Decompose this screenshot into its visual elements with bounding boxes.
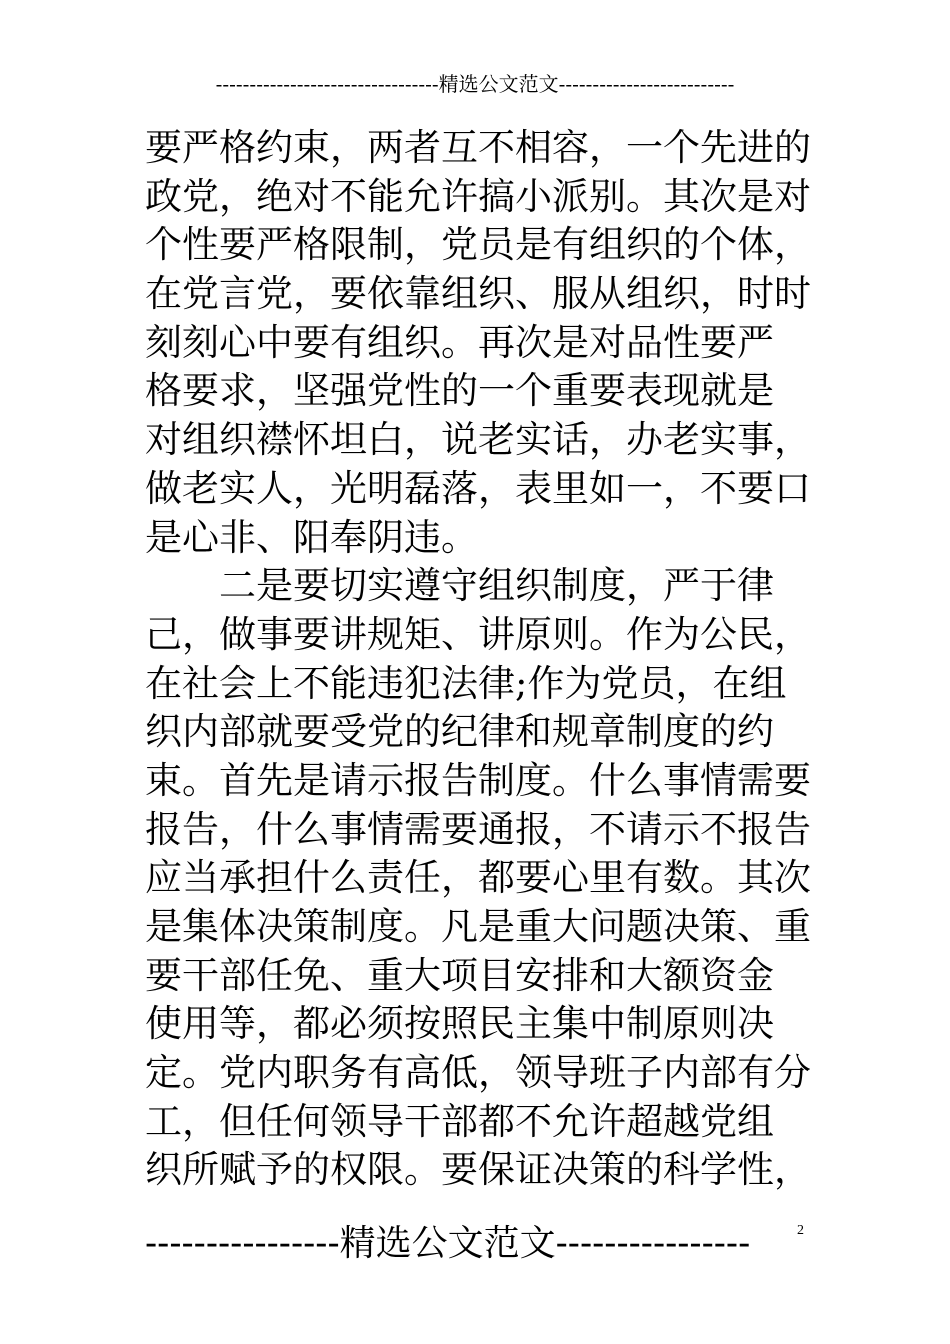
text-line: 是集体决策制度。凡是重大问题决策、重 (145, 905, 811, 948)
text-line: 应当承担什么责任，都要心里有数。其次 (145, 856, 811, 900)
text-line: 是心非、阳奉阴违。 (145, 515, 478, 559)
text-line: 在党言党，要依靠组织、服从组织，时时 (145, 272, 811, 316)
text-line: 织内部就要受党的纪律和规章制度的约 (145, 710, 774, 754)
text-line: 织所赋予的权限。要保证决策的科学性， (145, 1148, 811, 1192)
paragraph-2 (145, 562, 810, 1195)
header-text: ---------------------------------精选公文范文-------------------------- (215, 72, 735, 96)
page-header (145, 70, 805, 98)
text-line: 在社会上不能违犯法律;作为党员，在组 (145, 661, 787, 705)
footer-text: ----------------精选公文范文---------------- (145, 1223, 751, 1264)
text-line: 格要求，坚强党性的一个重要表现就是 (145, 369, 774, 413)
text-line: 要干部任免、重大项目安排和大额资金 (145, 953, 774, 997)
page-number: 2 (797, 1223, 804, 1238)
text-line: 对组织襟怀坦白，说老实话，办老实事， (145, 418, 811, 462)
text-line: 刻刻心中要有组织。再次是对品性要严 (145, 320, 774, 364)
document-body (145, 124, 810, 1195)
text-line: 定。党内职务有高低，领导班子内部有分 (145, 1051, 811, 1095)
text-line: 做老实人，光明磊落，表里如一，不要口 (145, 466, 811, 510)
text-line: 工，但任何领导干部都不允许超越党组 (145, 1099, 774, 1143)
text-line-indented: 二是要切实遵守组织制度，严于律 (219, 564, 774, 608)
text-line: 报告，什么事情需要通报，不请示不报告 (145, 807, 811, 851)
paragraph-1 (145, 124, 810, 562)
text-line: 政党，绝对不能允许搞小派别。其次是对 (145, 174, 811, 218)
text-line: 个性要严格限制，党员是有组织的个体， (145, 223, 811, 267)
page-footer (145, 1222, 785, 1266)
text-line: 束。首先是请示报告制度。什么事情需要 (145, 758, 811, 802)
text-line: 己，做事要讲规矩、讲原则。作为公民， (145, 612, 811, 656)
text-line: 要严格约束，两者互不相容，一个先进的 (145, 126, 811, 169)
text-line: 使用等，都必须按照民主集中制原则决 (145, 1002, 774, 1046)
